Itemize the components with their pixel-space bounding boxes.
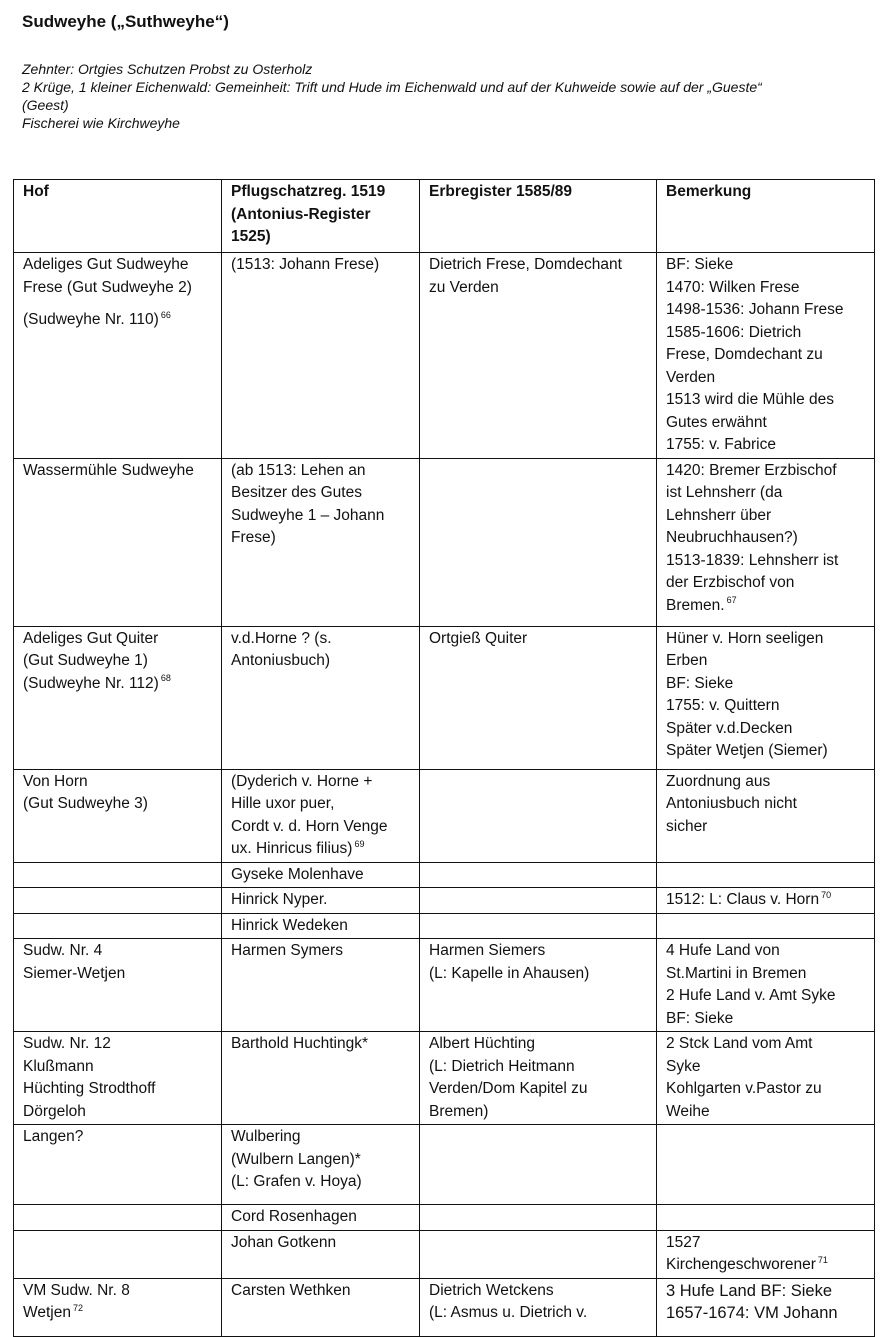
cell-erb	[420, 1205, 657, 1231]
cell-text-line: St.Martini in Bremen	[666, 964, 807, 982]
footnote-marker: 70	[821, 889, 832, 900]
table-row	[14, 769, 875, 862]
cell-text-line: Zuordnung aus	[666, 772, 771, 790]
cell-pflug	[222, 862, 420, 888]
cell-pflug	[222, 1278, 420, 1336]
cell-text-line: 1527	[666, 1233, 701, 1251]
cell-pflug	[222, 1230, 420, 1278]
cell-text: Kirchengeschworener	[666, 1256, 816, 1273]
cell-pflug	[222, 939, 420, 1032]
table-row	[14, 253, 875, 459]
table-row	[14, 913, 875, 939]
cell-erb	[420, 769, 657, 862]
cell-text-line: der Erzbischof von	[666, 574, 795, 591]
cell-text-line: Dörgeloh	[23, 1102, 86, 1120]
table-body	[14, 253, 875, 1337]
cell-text-line: Verden/Dom Kapitel zu	[429, 1080, 588, 1097]
cell-hof	[14, 1205, 222, 1231]
cell-text-line: 4 Hufe Land von	[666, 942, 780, 959]
intro-line: Zehnter: Ortgies Schutzen Probst zu Osterholz	[22, 61, 313, 77]
register-table	[13, 179, 875, 1337]
cell-hof	[14, 769, 222, 862]
cell-text-line: (L: Kapelle in Ahausen)	[429, 964, 590, 982]
cell-erb	[420, 626, 657, 769]
table-header-row	[14, 180, 875, 253]
cell-text-line: Sudw. Nr. 4	[23, 942, 103, 959]
cell-text-line: 1513 wird die Mühle des	[666, 391, 835, 408]
cell-text-line: Von Horn	[23, 772, 88, 790]
cell-text-line: Wassermühle Sudweyhe	[23, 461, 194, 479]
cell-hof	[14, 1230, 222, 1278]
cell-text: (Sudweyhe Nr. 112)	[23, 674, 159, 692]
cell-text: ux. Hinricus filius)	[231, 840, 353, 857]
cell-erb	[420, 1230, 657, 1278]
cell-text-line: Hinrick Nyper.	[231, 891, 328, 908]
cell-text-line: 1470: Wilken Frese	[666, 278, 800, 296]
cell-text-line: Später Wetjen (Siemer)	[666, 742, 828, 759]
cell-text-line: ist Lehnsherr (da	[666, 484, 783, 501]
cell-erb	[420, 253, 657, 459]
cell-pflug	[222, 913, 420, 939]
cell-text-line: 1420: Bremer Erzbischof	[666, 461, 837, 479]
cell-text-line: Johan Gotkenn	[231, 1233, 337, 1251]
cell-text-line: (L: Dietrich Heitmann	[429, 1057, 575, 1075]
header-bemerkung	[657, 180, 875, 253]
cell-text-line: Später v.d.Decken	[666, 719, 793, 737]
cell-text-line: Kohlgarten v.Pastor zu	[666, 1080, 822, 1097]
header-pflug-line: 1525)	[231, 228, 271, 245]
intro-line: 2 Krüge, 1 kleiner Eichenwald: Gemeinheit: Trift und Hude im Eichenwald und auf der Kuhweide sowie auf der „Gueste“	[22, 79, 762, 95]
cell-text-line: Antoniusbuch nicht	[666, 795, 797, 812]
cell-text-line: (ab 1513: Lehen an	[231, 461, 366, 479]
cell-bem	[657, 913, 875, 939]
header-hof-label: Hof	[23, 183, 49, 200]
table-row	[14, 626, 875, 769]
cell-text-line: v.d.Horne ? (s.	[231, 629, 332, 647]
cell-text-line: BF: Sieke	[666, 256, 734, 273]
cell-text-line	[23, 299, 213, 309]
cell-bem	[657, 769, 875, 862]
cell-text-line: (Dyderich v. Horne +	[231, 772, 373, 790]
cell-erb	[420, 1032, 657, 1125]
cell-bem	[657, 939, 875, 1032]
cell-hof	[14, 1125, 222, 1205]
cell-text-line: Neubruchhausen?)	[666, 529, 798, 546]
cell-text-line: sicher	[666, 817, 708, 835]
cell-text: (Sudweyhe Nr. 110)	[23, 311, 159, 328]
cell-text-line: 2 Hufe Land v. Amt Syke	[666, 987, 836, 1004]
cell-bem	[657, 1125, 875, 1205]
footnote-marker: 67	[726, 595, 737, 606]
cell-text-line: Gutes erwähnt	[666, 413, 767, 431]
cell-text-line: Syke	[666, 1057, 701, 1075]
cell-text-line: 1755: v. Fabrice	[666, 436, 776, 453]
cell-erb	[420, 888, 657, 914]
cell-text-line: Lehnsherr über	[666, 506, 772, 524]
table-row	[14, 1032, 875, 1125]
cell-bem	[657, 626, 875, 769]
cell-pflug	[222, 253, 420, 459]
cell-text-line: Antoniusbuch)	[231, 652, 331, 669]
intro-block	[22, 60, 862, 132]
cell-text-line: Harmen Siemers	[429, 942, 546, 959]
header-bem-label: Bemerkung	[666, 183, 752, 200]
header-pflugschatzregister	[222, 180, 420, 253]
table-row	[14, 1125, 875, 1205]
footnote-marker: 71	[817, 1254, 828, 1265]
cell-text-line: (L: Asmus u. Dietrich v.	[429, 1304, 588, 1321]
cell-pflug	[222, 769, 420, 862]
cell-text-line: (Wulbern Langen)*	[231, 1150, 361, 1168]
cell-text-line: Besitzer des Gutes	[231, 484, 362, 501]
cell-text-line: Weihe	[666, 1102, 710, 1120]
table-row	[14, 1278, 875, 1336]
cell-text-line: Klußmann	[23, 1057, 94, 1075]
cell-hof	[14, 1032, 222, 1125]
cell-text: 1512: L: Claus v. Horn	[666, 891, 820, 908]
cell-pflug	[222, 458, 420, 626]
cell-bem	[657, 458, 875, 626]
cell-erb	[420, 862, 657, 888]
cell-bem	[657, 888, 875, 914]
cell-text-line: (Gut Sudweyhe 3)	[23, 795, 148, 812]
cell-text-line: Sudw. Nr. 12	[23, 1035, 111, 1052]
cell-text: Wetjen	[23, 1304, 71, 1321]
table-row	[14, 458, 875, 626]
cell-text-line: Hinrick Wedeken	[231, 916, 348, 934]
cell-text-line: 3 Hufe Land BF: Sieke	[666, 1281, 833, 1300]
cell-pflug	[222, 1125, 420, 1205]
cell-text-line: BF: Sieke	[666, 674, 734, 692]
cell-text-line: Langen?	[23, 1128, 84, 1145]
cell-text-line: Cord Rosenhagen	[231, 1208, 357, 1225]
table-row	[14, 1205, 875, 1231]
cell-hof	[14, 1278, 222, 1336]
cell-text-line: Adeliges Gut Sudweyhe	[23, 256, 189, 273]
cell-text-line: Ortgieß Quiter	[429, 629, 528, 647]
cell-hof	[14, 253, 222, 459]
page-title: Sudweyhe („Suthweyhe“)	[22, 12, 229, 31]
header-pflug-line: (Antonius-Register	[231, 205, 371, 223]
cell-text-line: (1513: Johann Frese)	[231, 256, 380, 273]
cell-text-line	[23, 1302, 213, 1325]
cell-text-line	[23, 309, 213, 332]
cell-text-line: Carsten Wethken	[231, 1281, 351, 1299]
header-erbregister	[420, 180, 657, 253]
cell-erb	[420, 1278, 657, 1336]
cell-text-line	[666, 889, 866, 912]
cell-bem	[657, 1230, 875, 1278]
cell-text-line: 1657-1674: VM Johann	[666, 1304, 838, 1322]
cell-bem	[657, 253, 875, 459]
footnote-marker: 68	[160, 673, 171, 684]
cell-text-line: (Gut Sudweyhe 1)	[23, 652, 148, 669]
intro-line: Fischerei wie Kirchweyhe	[22, 115, 180, 131]
cell-text-line: Gyseke Molenhave	[231, 865, 364, 883]
footnote-marker: 69	[354, 838, 365, 849]
header-pflug-line: Pflugschatzreg. 1519	[231, 183, 386, 200]
cell-text-line: 1585-1606: Dietrich	[666, 323, 802, 341]
cell-text-line: (L: Grafen v. Hoya)	[231, 1173, 362, 1190]
cell-bem	[657, 1278, 875, 1336]
cell-hof	[14, 626, 222, 769]
cell-text-line: Frese)	[231, 529, 276, 546]
header-hof	[14, 180, 222, 253]
footnote-marker: 72	[72, 1302, 83, 1313]
cell-text-line: Hüner v. Horn seeligen	[666, 629, 824, 647]
cell-hof	[14, 458, 222, 626]
table-row	[14, 1230, 875, 1278]
table-row	[14, 939, 875, 1032]
cell-text-line: Albert Hüchting	[429, 1035, 535, 1052]
table-row	[14, 888, 875, 914]
cell-text-line: Dietrich Wetckens	[429, 1281, 554, 1299]
cell-text-line	[666, 595, 866, 618]
cell-hof	[14, 888, 222, 914]
cell-text-line: Barthold Huchtingk*	[231, 1035, 368, 1052]
cell-pflug	[222, 626, 420, 769]
cell-text-line: Dietrich Frese, Domdechant	[429, 256, 622, 273]
cell-erb	[420, 939, 657, 1032]
cell-text-line	[23, 673, 213, 696]
cell-text-line: BF: Sieke	[666, 1009, 734, 1027]
intro-line: (Geest)	[22, 97, 69, 113]
header-erb-label: Erbregister 1585/89	[429, 183, 573, 200]
cell-text-line: Cordt v. d. Horn Venge	[231, 817, 388, 835]
cell-text-line: Verden	[666, 368, 716, 386]
cell-bem	[657, 1032, 875, 1125]
cell-text-line: Frese, Domdechant zu	[666, 346, 823, 363]
cell-hof	[14, 862, 222, 888]
cell-text-line: zu Verden	[429, 278, 499, 296]
cell-text-line: Sudweyhe 1 – Johann	[231, 506, 385, 524]
cell-text-line	[231, 838, 411, 861]
cell-text-line: Erben	[666, 652, 708, 669]
cell-hof	[14, 939, 222, 1032]
footnote-marker: 66	[160, 309, 171, 320]
cell-erb	[420, 1125, 657, 1205]
cell-text-line: 2 Stck Land vom Amt	[666, 1035, 813, 1052]
cell-text-line: Hüchting Strodthoff	[23, 1080, 156, 1097]
cell-pflug	[222, 1032, 420, 1125]
cell-text-line: Hille uxor puer,	[231, 795, 335, 812]
cell-text-line: 1755: v. Quittern	[666, 697, 780, 714]
cell-text-line: Wulbering	[231, 1128, 301, 1145]
table-row	[14, 862, 875, 888]
cell-text-line: VM Sudw. Nr. 8	[23, 1281, 130, 1299]
cell-text-line: 1498-1536: Johann Frese	[666, 301, 844, 318]
cell-text-line: Bremen)	[429, 1102, 489, 1120]
cell-text-line: Harmen Symers	[231, 942, 343, 959]
cell-text-line: Frese (Gut Sudweyhe 2)	[23, 278, 192, 296]
cell-bem	[657, 1205, 875, 1231]
cell-text-line: Adeliges Gut Quiter	[23, 629, 159, 647]
cell-pflug	[222, 1205, 420, 1231]
cell-text-line: Siemer-Wetjen	[23, 964, 126, 982]
cell-hof	[14, 913, 222, 939]
cell-erb	[420, 458, 657, 626]
cell-text-line	[666, 1254, 866, 1277]
cell-erb	[420, 913, 657, 939]
cell-text-line: 1513-1839: Lehnsherr ist	[666, 551, 839, 569]
cell-text: Bremen.	[666, 596, 725, 614]
cell-pflug	[222, 888, 420, 914]
cell-bem	[657, 862, 875, 888]
